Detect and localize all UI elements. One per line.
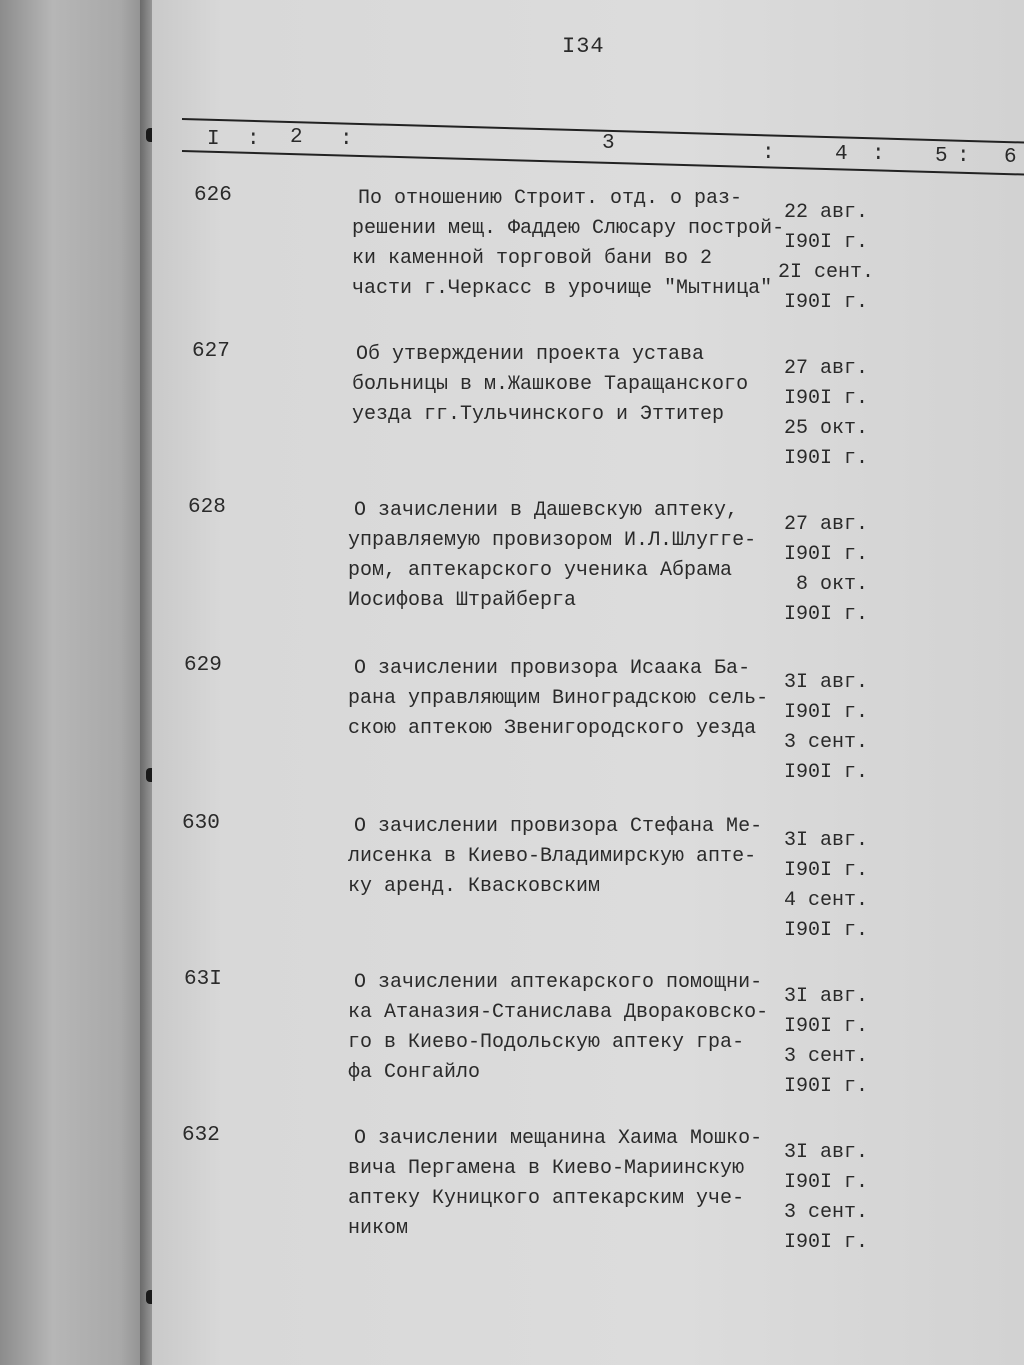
entry-number: 627 [192, 340, 230, 363]
description-line: уезда гг.Тульчинского и Эттитер [352, 403, 725, 426]
entry-number: 632 [182, 1124, 220, 1147]
entry-description [352, 340, 782, 430]
header-separator: : [762, 142, 775, 165]
register-entry [152, 1124, 1024, 1274]
entry-dates [778, 510, 868, 630]
page-number: I34 [562, 34, 605, 59]
register-entry [152, 496, 1024, 646]
register-entry [152, 654, 1024, 804]
date-line: 3I авг. [783, 829, 868, 852]
date-line: I90I г. [783, 1075, 868, 1098]
date-line: I90I г. [783, 231, 868, 254]
date-line: 3I авг. [783, 671, 868, 694]
description-line: го в Киево-Подольскую аптеку гра- [348, 1031, 745, 1054]
description-line: лисенка в Киево-Владимирскую апте- [348, 845, 757, 868]
entry-description [348, 496, 778, 616]
description-line: больницы в м.Жашкове Таращанского [352, 373, 749, 396]
header-col-5: 5 [935, 145, 948, 168]
description-line: аптеку Куницкого аптекарским уче- [348, 1187, 745, 1210]
date-line: I90I г. [783, 1231, 868, 1254]
description-line: фа Сонгайло [348, 1061, 481, 1084]
entry-dates [778, 198, 875, 318]
facing-page [0, 0, 150, 1365]
register-entry [152, 812, 1024, 962]
date-line: I90I г. [783, 603, 868, 626]
description-line: ром, аптекарского ученика Абрама [348, 559, 733, 582]
date-line: 3 сент. [783, 1201, 868, 1224]
header-col-1: I [207, 128, 220, 151]
date-line: 8 окт. [795, 573, 868, 596]
date-line: 25 окт. [783, 417, 868, 440]
date-line: 3I авг. [783, 1141, 868, 1164]
entry-number: 629 [184, 654, 222, 677]
date-line: I90I г. [783, 859, 868, 882]
entry-dates [778, 668, 868, 788]
date-line: 3I авг. [783, 985, 868, 1008]
date-line: 3 сент. [783, 1045, 868, 1068]
entry-number: 63I [184, 968, 222, 991]
header-separator: : [957, 145, 970, 168]
description-line: О зачислении провизора Стефана Ме- [354, 815, 763, 838]
header-separator: : [872, 143, 885, 166]
description-line: ку аренд. Квасковским [348, 875, 601, 898]
date-line: I90I г. [783, 1171, 868, 1194]
description-line: Иосифова Штрайберга [348, 589, 577, 612]
description-line: части г.Черкасс в урочище "Мытница" [352, 277, 773, 300]
date-line: 22 авг. [783, 201, 868, 224]
description-line: ки каменной торговой бани во 2 [352, 247, 713, 270]
register-entry [152, 184, 1024, 334]
date-line: I90I г. [783, 543, 868, 566]
register-entry [152, 340, 1024, 490]
description-line: О зачислении мещанина Хаима Мошко- [354, 1127, 763, 1150]
description-line: рана управляющим Виноградскою сель- [348, 687, 769, 710]
header-col-3: 3 [602, 132, 615, 155]
header-col-6: 6 [1004, 146, 1017, 169]
entry-dates [778, 826, 868, 946]
description-line: Об утверждении проекта устава [356, 343, 705, 366]
date-line: I90I г. [783, 447, 868, 470]
entry-description [348, 812, 778, 902]
description-line: решении мещ. Фаддею Слюсару построй- [352, 217, 785, 240]
date-line: 27 авг. [783, 513, 868, 536]
date-line: I90I г. [783, 1015, 868, 1038]
entry-dates [778, 1138, 868, 1258]
date-line: I90I г. [783, 761, 868, 784]
description-line: ником [348, 1217, 409, 1240]
date-line: 27 авг. [783, 357, 868, 380]
entry-number: 626 [194, 184, 232, 207]
entry-number: 630 [182, 812, 220, 835]
entry-number: 628 [188, 496, 226, 519]
entry-description [352, 184, 785, 304]
header-col-4: 4 [835, 143, 848, 166]
entry-description [348, 654, 778, 744]
description-line: О зачислении в Дашевскую аптеку, [354, 499, 739, 522]
header-col-2: 2 [290, 126, 303, 149]
date-line: 2I сент. [778, 261, 875, 284]
header-separator: : [340, 128, 353, 151]
date-line: I90I г. [783, 387, 868, 410]
entry-dates [778, 354, 868, 474]
description-line: управляемую провизором И.Л.Шлугге- [348, 529, 757, 552]
entry-dates [778, 982, 868, 1102]
entry-description [348, 1124, 778, 1244]
description-line: ка Атаназия-Станислава Двораковско- [348, 1001, 769, 1024]
header-separator: : [247, 128, 260, 151]
date-line: I90I г. [783, 291, 868, 314]
date-line: 4 сент. [783, 889, 868, 912]
date-line: I90I г. [783, 701, 868, 724]
description-line: О зачислении аптекарского помощни- [354, 971, 763, 994]
date-line: I90I г. [783, 919, 868, 942]
description-line: По отношению Строит. отд. о раз- [358, 187, 743, 210]
date-line: 3 сент. [783, 731, 868, 754]
description-line: О зачислении провизора Исаака Ба- [354, 657, 751, 680]
description-line: скою аптекою Звенигородского уезда [348, 717, 757, 740]
description-line: вича Пергамена в Киево-Мариинскую [348, 1157, 745, 1180]
entry-description [348, 968, 778, 1088]
document-page [152, 0, 1024, 1365]
register-entry [152, 968, 1024, 1118]
